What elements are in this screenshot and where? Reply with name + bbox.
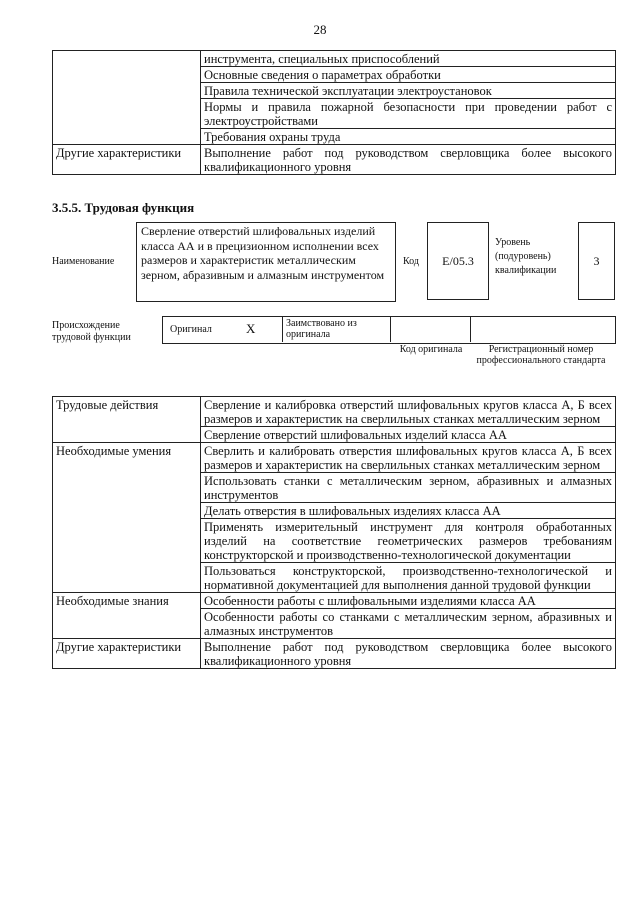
table-cell: Особенности работы с шлифовальными изделиями класса АА xyxy=(201,593,616,609)
table-cell: Выполнение работ под руководством сверловщика более высокого квалификационного уровня xyxy=(201,639,616,669)
table-cell: Сверлить и калибровать отверстия шлифовальных кругов класса А, Б всех размеров и характеристик на сверлильных станках металлическим зерном xyxy=(201,443,616,473)
page-number: 28 xyxy=(313,22,327,37)
table-row xyxy=(53,639,616,669)
original-label: Оригинал xyxy=(170,324,212,335)
table-cell: Особенности работы со станками с металлическим зерном, абразивных и алмазных инструментов xyxy=(201,609,616,639)
table-cell: Сверление и калибровка отверстий шлифовальных кругов класса А, Б всех размеров и характеристик на сверлильных станках металлическим зерном xyxy=(201,397,616,427)
code-box xyxy=(427,222,489,300)
table-cell: Другие характеристики xyxy=(53,145,201,175)
table-row xyxy=(53,145,616,175)
table-cell: Требования охраны труда xyxy=(201,129,616,145)
level-box xyxy=(578,222,615,300)
table-cell: Применять измерительный инструмент для контроля обработанных изделий на соответствие геометрических размеров требованиям конструкторской и производственно-технологической документации xyxy=(201,519,616,563)
function-name: Сверление отверстий шлифовальных изделий класса АА и в прецизионном исполнении всех размеров и характеристик металлическим зерном, абразивным и алмазным инструментом xyxy=(141,224,385,282)
group-label: Необходимые умения xyxy=(53,443,201,593)
code-label: Код xyxy=(403,256,419,267)
origin-label: Происхождение трудовой функции xyxy=(52,320,131,343)
table-cell: Делать отверстия в шлифовальных изделиях класса АА xyxy=(201,503,616,519)
group-label: Другие характеристики xyxy=(53,639,201,669)
origin-divider-3 xyxy=(470,316,471,342)
level-label: Уровень (подуровень) квалификации xyxy=(495,237,557,276)
origin-divider-1 xyxy=(282,316,283,342)
table-cell: инструмента, специальных приспособлений xyxy=(201,51,616,67)
table-cell: Нормы и правила пожарной безопасности при проведении работ с электроустройствами xyxy=(201,99,616,129)
level-value: 3 xyxy=(593,254,600,268)
code-caption: Код оригинала xyxy=(399,344,463,355)
table-cell: Основные сведения о параметрах обработки xyxy=(201,67,616,83)
table-cell: Пользоваться конструкторской, производственно-технологической и нормативной документацией для выполнения данной трудовой функции xyxy=(201,563,616,593)
table-cell: Сверление отверстий шлифовальных изделий класса АА xyxy=(201,427,616,443)
origin-divider-2 xyxy=(390,316,391,342)
section-title: 3.5.5. Трудовая функция xyxy=(52,200,195,215)
table-cell: Использовать станки с металлическим зерном, абразивных и алмазных инструментов xyxy=(201,473,616,503)
original-mark: X xyxy=(246,321,256,336)
table-row xyxy=(53,51,616,67)
function-name-box xyxy=(136,222,396,302)
table-cell: Правила технической эксплуатации электроустановок xyxy=(201,83,616,99)
table-cell: Выполнение работ под руководством сверловщика более высокого квалификационного уровня xyxy=(201,145,616,175)
group-label: Необходимые знания xyxy=(53,593,201,639)
table-row xyxy=(53,397,616,427)
table-row xyxy=(53,593,616,609)
main-table xyxy=(52,396,616,669)
name-label: Наименование xyxy=(52,256,115,267)
reg-caption: Регистрационный номер профессионального стандарта xyxy=(476,344,606,366)
origin-table xyxy=(162,316,616,344)
group-label: Трудовые действия xyxy=(53,397,201,443)
table-cell xyxy=(53,51,201,145)
top-table xyxy=(52,50,616,175)
table-row xyxy=(53,443,616,473)
code-value: E/05.3 xyxy=(442,254,474,268)
borrowed-label: Заимствовано из оригинала xyxy=(286,318,357,340)
